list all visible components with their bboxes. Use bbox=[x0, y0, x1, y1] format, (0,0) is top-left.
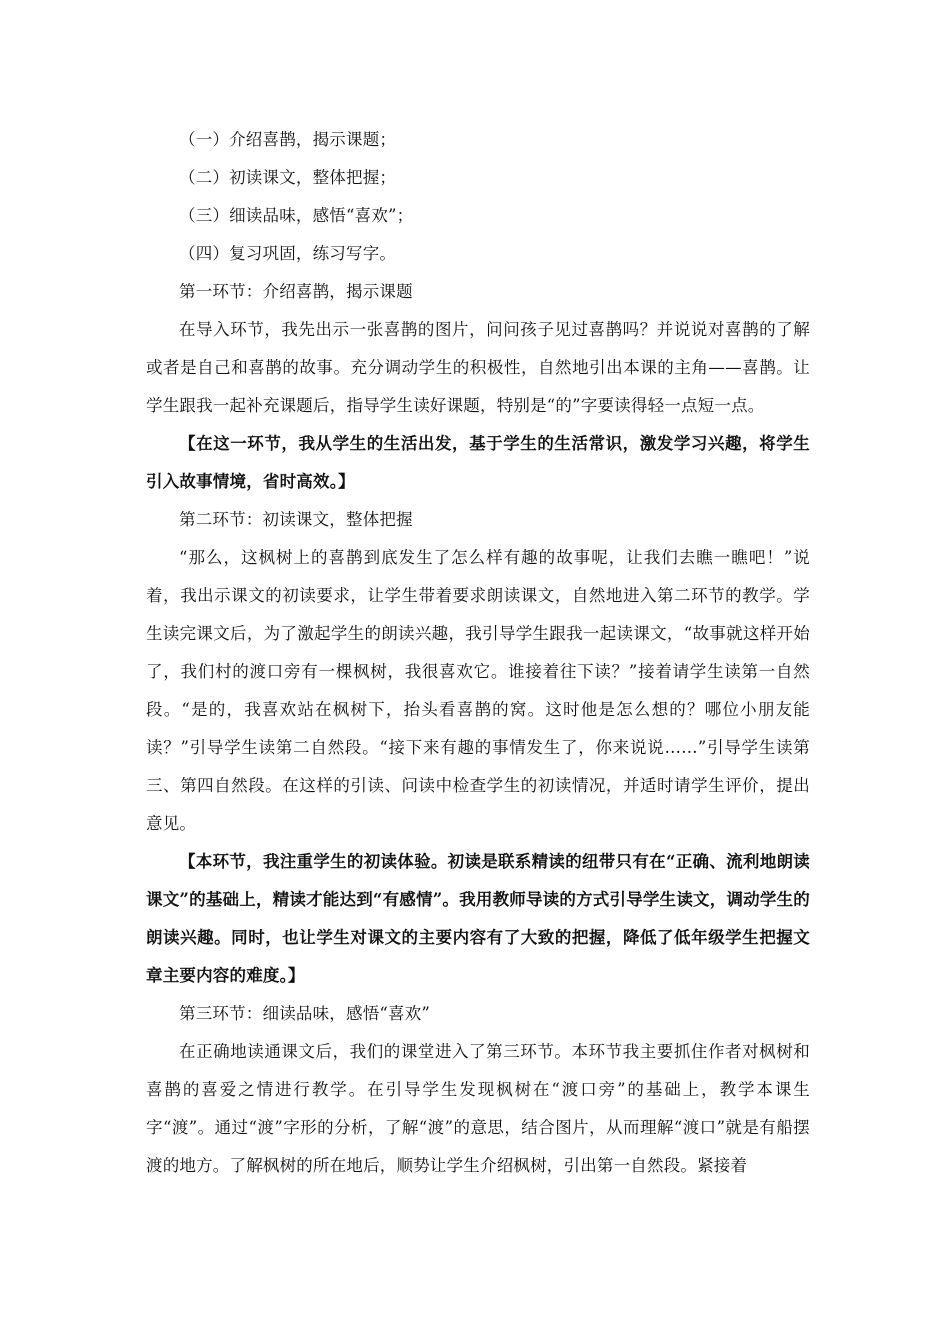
section1-note: 【在这一环节，我从学生的生活出发，基于学生的生活常识，激发学习兴趣，将学生引入故事情境，省时高效。】 bbox=[146, 434, 810, 491]
section2-heading: 第二环节：初读课文，整体把握 bbox=[179, 510, 413, 529]
outline-item-3: （三）细读品味，感悟“喜欢”； bbox=[179, 206, 414, 225]
outline-item-1: （一）介绍喜鹊，揭示课题； bbox=[179, 130, 397, 149]
section1-heading: 第一环节：介绍喜鹊，揭示课题 bbox=[179, 282, 413, 301]
outline-item-4: （四）复习巩固，练习写字。 bbox=[179, 244, 397, 263]
section2-note: 【本环节，我注重学生的初读体验。初读是联系精读的纽带只有在“正确、流利地朗读课文”的基础上，精读才能达到“有感情”。我用教师导读的方式引导学生读文，调动学生的朗读兴趣。同时，也让学生对课文的主要内容有了大致的把握，降低了低年级学生把握文章主要内容的难度。】 bbox=[146, 852, 810, 985]
section2-body: “那么，这枫树上的喜鹊到底发生了怎么样有趣的故事呢，让我们去瞧一瞧吧！”说着，我出示课文的初读要求，让学生带着要求朗读课文，自然地进入第二环节的教学。学生读完课文后，为了激起学生的朗读兴趣，我引导学生跟我一起读课文，“故事就这样开始了，我们村的渡口旁有一棵枫树，我很喜欢它。谁接着往下读？”接着请学生读第一自然段。“是的，我喜欢站在枫树下，抬头看喜鹊的窝。这时他是怎么想的？哪位小朋友能读？”引导学生读第二自然段。“接下来有趣的事情发生了，你来说说……”引导学生读第三、第四自然段。在这样的引读、问读中检查学生的初读情况，并适时请学生评价，提出意见。 bbox=[146, 548, 810, 833]
document-body bbox=[146, 121, 810, 1185]
section3-body: 在正确地读通课文后，我们的课堂进入了第三环节。本环节我主要抓住作者对枫树和喜鹊的喜爱之情进行教学。在引导学生发现枫树在“渡口旁”的基础上，教学本课生字“渡”。通过“渡”字形的分析，了解“渡”的意思，结合图片，从而理解“渡口”就是有船摆渡的地方。了解枫树的所在地后，顺势让学生介绍枫树，引出第一自然段。紧接着 bbox=[146, 1042, 810, 1175]
section1-body: 在导入环节，我先出示一张喜鹊的图片，问问孩子见过喜鹊吗？并说说对喜鹊的了解或者是自己和喜鹊的故事。充分调动学生的积极性，自然地引出本课的主角——喜鹊。让学生跟我一起补充课题后，指导学生读好课题，特别是“的”字要读得轻一点短一点。 bbox=[146, 320, 810, 415]
section3-heading: 第三环节：细读品味，感悟“喜欢” bbox=[179, 1004, 431, 1023]
outline-item-2: （二）初读课文，整体把握； bbox=[179, 168, 397, 187]
